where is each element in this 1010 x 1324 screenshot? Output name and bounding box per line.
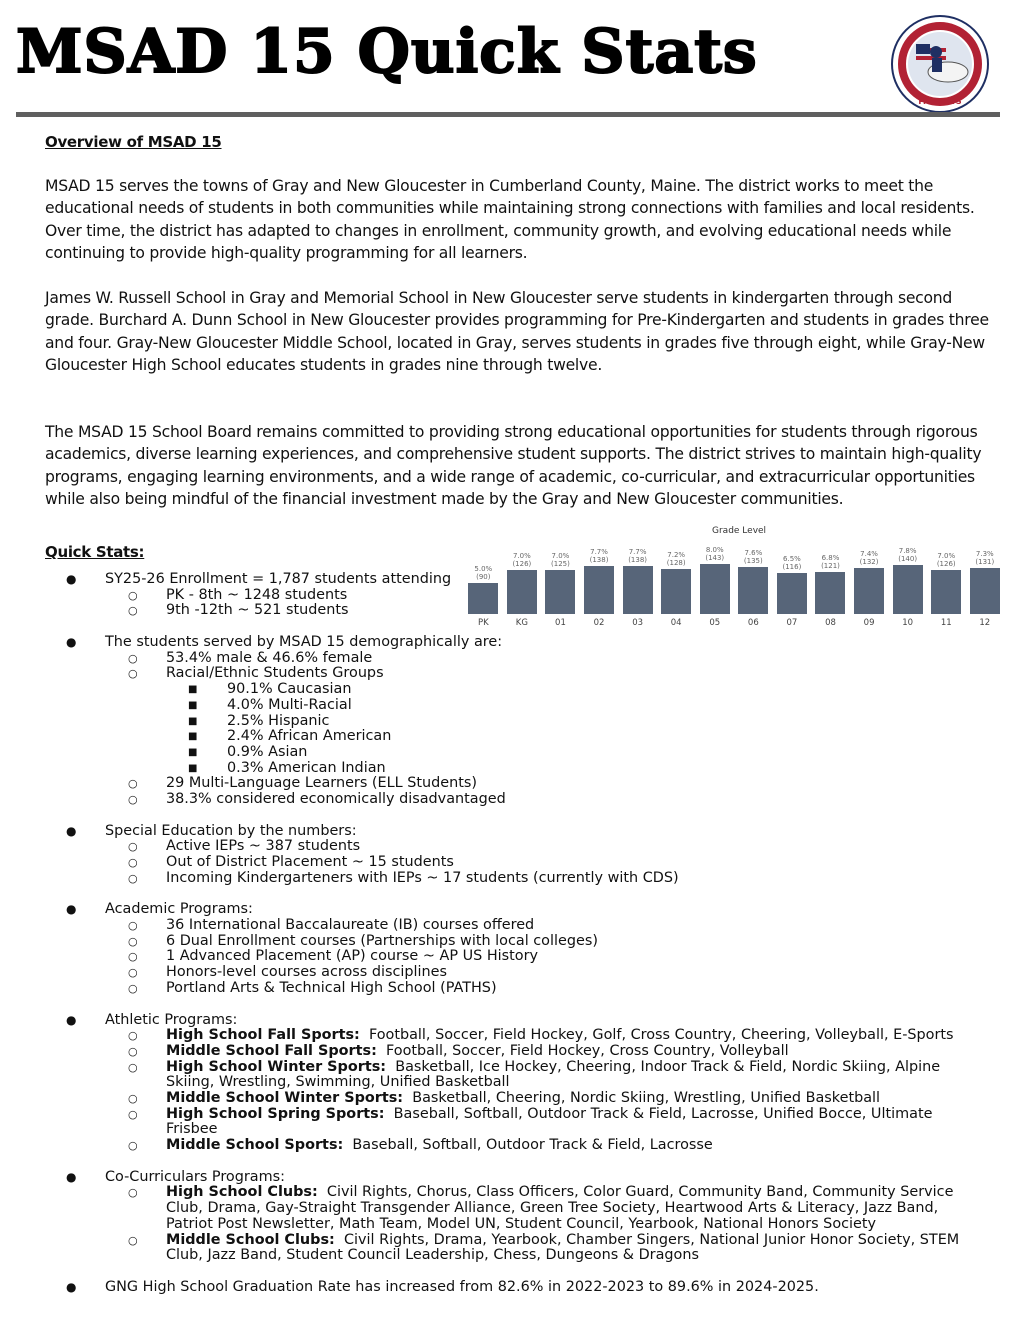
athletic-value: Basketball, Ice Hockey, Cheering, Indoor Track & Field, Nordic Skiing, Alpine Skiing, Wrestling, Swimming, Unified Basketball xyxy=(166,1058,941,1091)
bullet-icon: ● xyxy=(66,823,77,838)
bullet-icon: ● xyxy=(66,902,77,917)
x-axis-label: 10 xyxy=(902,618,914,628)
bar-percent-label: 8.0% xyxy=(705,546,724,554)
academic-item: Portland Arts & Technical High School (PATHS) xyxy=(166,979,497,996)
enrollment-item: PK - 8th ~ 1248 students xyxy=(166,586,348,603)
bar-percent-label: 7.3% xyxy=(975,550,994,558)
cocurricular-text: Co-Curriculars Programs: xyxy=(105,1168,285,1185)
gender-stat: 53.4% male & 46.6% female xyxy=(166,649,373,666)
circle-bullet-icon: ○ xyxy=(128,950,138,964)
bar-count-label: (135) xyxy=(743,557,763,565)
bullet-icon: ● xyxy=(66,1169,77,1184)
bar-count-label: (132) xyxy=(859,558,879,566)
demographics-text: The students served by MSAD 15 demographically are: xyxy=(105,634,503,651)
bar-count-label: (143) xyxy=(705,554,725,562)
x-axis-label: 01 xyxy=(555,618,566,628)
circle-bullet-icon: ○ xyxy=(128,966,138,980)
circle-bullet-icon: ○ xyxy=(128,981,138,995)
athletic-text: Athletic Programs: xyxy=(105,1011,238,1028)
bar-percent-label: 7.0% xyxy=(512,552,531,560)
bar-percent-label: 7.0% xyxy=(937,552,956,560)
circle-bullet-icon: ○ xyxy=(128,604,138,618)
academic-item: 36 International Baccalaureate (IB) courses offered xyxy=(166,917,535,934)
enrollment-text: SY25-26 Enrollment = 1,787 students attending xyxy=(105,571,452,587)
academic-item: Honors-level courses across disciplines xyxy=(166,964,447,981)
graduation-rate-text: GNG High School Graduation Rate has increased from 82.6% in 2022-2023 to 89.6% in 2024-2025. xyxy=(105,1278,819,1295)
circle-bullet-icon: ○ xyxy=(128,1091,138,1105)
square-bullet-icon: ■ xyxy=(188,684,198,696)
x-axis-label: 11 xyxy=(940,618,952,628)
square-bullet-icon: ■ xyxy=(188,762,198,774)
athletic-value: Baseball, Softball, Outdoor Track & Field, Lacrosse xyxy=(352,1137,713,1154)
circle-bullet-icon: ○ xyxy=(128,840,138,854)
x-axis-label: KG xyxy=(515,618,528,628)
header-divider xyxy=(16,112,1000,117)
patriots-logo-icon xyxy=(890,14,990,114)
overview-paragraph-3: The MSAD 15 School Board remains committed to providing strong educational opportunities for students through rigorous academics, diverse learning experiences, and comprehensive student supports. The district strives to maintain high-quality programs, engaging learning environments, and a wide range of academic, co-curricular, and extracurricular opportunities while also being mindful of the financial investment made by the Gray and New Gloucester communities. xyxy=(45,423,982,508)
academic-text: Academic Programs: xyxy=(105,901,253,918)
bar-count-label: (126) xyxy=(512,560,532,568)
bar-count-label: (128) xyxy=(666,559,686,567)
bar-percent-label: 7.8% xyxy=(898,547,917,555)
circle-bullet-icon: ○ xyxy=(128,871,138,885)
circle-bullet-icon: ○ xyxy=(128,1029,138,1043)
x-axis-label: 02 xyxy=(593,618,605,628)
athletic-label: High School Fall Sports: xyxy=(166,1027,360,1044)
ell-stat: 29 Multi-Language Learners (ELL Students) xyxy=(166,775,477,792)
x-axis-label: 07 xyxy=(786,618,798,628)
circle-bullet-icon: ○ xyxy=(128,1186,138,1200)
chart-title: Grade Level xyxy=(712,526,767,536)
bar-percent-label: 7.6% xyxy=(744,549,763,557)
race-item: 2.4% African American xyxy=(227,728,392,745)
bullet-icon: ● xyxy=(66,635,77,650)
academic-item: 6 Dual Enrollment courses (Partnerships with local colleges) xyxy=(166,932,598,949)
x-axis-label: 12 xyxy=(979,618,991,628)
square-bullet-icon: ■ xyxy=(188,715,198,727)
bar-percent-label: 6.8% xyxy=(821,554,840,562)
club-label: Middle School Clubs: xyxy=(166,1231,335,1248)
race-item: 4.0% Multi-Racial xyxy=(227,696,352,713)
race-item: 0.3% American Indian xyxy=(227,759,386,776)
overview-paragraph-1: MSAD 15 serves the towns of Gray and New Gloucester in Cumberland County, Maine. The district works to meet the educational needs of students in both communities while maintaining strong connections with families and local residents. Over time, the district has adapted to changes in enrollment, community growth, and evolving educational needs while continuing to provide high-quality programming for all learners. xyxy=(45,177,975,262)
race-item: 90.1% Caucasian xyxy=(227,681,352,698)
special-ed-item: Out of District Placement ~ 15 students xyxy=(166,854,454,870)
overview-paragraph-2: James W. Russell School in Gray and Memorial School in New Gloucester serve students in kindergarten through second grade. Burchard A. Dunn School in New Gloucester provides programming for Pre-Kindergarten and students in grades three and four. Gray-New Gloucester Middle School, located in Gray, serves students in grades five through eight, while Gray-New Gloucester High School educates students in grades nine through twelve. xyxy=(45,289,989,374)
x-axis-label: 08 xyxy=(825,618,836,628)
bar-percent-label: 7.2% xyxy=(667,551,686,559)
athletic-label: Middle School Sports: xyxy=(166,1137,344,1154)
quick-stats-list xyxy=(0,572,1000,1296)
x-axis-label: 05 xyxy=(709,618,721,628)
academic-item: 1 Advanced Placement (AP) course ~ AP US History xyxy=(166,948,539,965)
bar-count-label: (126) xyxy=(936,560,956,568)
athletic-value: Baseball, Softball, Outdoor Track & Field, Lacrosse, Unified Bocce, Ultimate Frisbee xyxy=(166,1105,933,1138)
bar-percent-label: 7.0% xyxy=(551,552,570,560)
athletic-value: Basketball, Cheering, Nordic Skiing, Wrestling, Unified Basketball xyxy=(412,1089,881,1106)
race-item: 2.5% Hispanic xyxy=(227,712,330,729)
circle-bullet-icon: ○ xyxy=(128,1139,138,1153)
bar-percent-label: 7.4% xyxy=(860,550,878,558)
circle-bullet-icon: ○ xyxy=(128,1233,138,1247)
bar-count-label: (90) xyxy=(476,573,491,581)
club-value: Civil Rights, Drama, Yearbook, Chamber Singers, National Junior Honor Society, STEM Club, Jazz Band, Student Council Leadership, Chess, Dungeons & Dragons xyxy=(166,1231,960,1264)
bar-count-label: (138) xyxy=(628,556,648,564)
circle-bullet-icon: ○ xyxy=(128,1044,138,1058)
bar-percent-label: 7.7% xyxy=(628,548,647,556)
circle-bullet-icon: ○ xyxy=(128,856,138,869)
athletic-value: Football, Soccer, Field Hockey, Cross Country, Volleyball xyxy=(386,1042,789,1059)
x-axis-label: PK xyxy=(477,618,489,628)
page-title: MSAD 15 Quick Stats xyxy=(16,17,758,87)
circle-bullet-icon: ○ xyxy=(128,588,138,602)
athletic-label: High School Winter Sports: xyxy=(166,1058,387,1075)
circle-bullet-icon: ○ xyxy=(128,792,138,806)
bullet-icon: ● xyxy=(66,1012,77,1027)
athletic-label: Middle School Winter Sports: xyxy=(166,1089,404,1106)
circle-bullet-icon: ○ xyxy=(128,667,138,681)
bullet-icon: ● xyxy=(66,572,77,586)
bar-count-label: (125) xyxy=(551,560,570,568)
overview-heading: Overview of MSAD 15 xyxy=(45,133,222,151)
x-axis-label: 09 xyxy=(863,618,875,628)
circle-bullet-icon: ○ xyxy=(128,777,138,791)
bar-count-label: (121) xyxy=(821,562,840,570)
bar-count-label: (116) xyxy=(782,563,802,571)
bar-count-label: (140) xyxy=(898,555,918,563)
athletic-value: Football, Soccer, Field Hockey, Golf, Cross Country, Cheering, Volleyball, E-Sports xyxy=(368,1027,954,1044)
special-ed-item: Incoming Kindergarteners with IEPs ~ 17 students (currently with CDS) xyxy=(166,869,679,886)
bar-count-label: (138) xyxy=(589,556,609,564)
square-bullet-icon: ■ xyxy=(188,699,198,711)
bar-count-label: (131) xyxy=(975,558,995,566)
bar-percent-label: 7.7% xyxy=(590,548,608,556)
square-bullet-icon: ■ xyxy=(188,731,198,743)
race-item: 0.9% Asian xyxy=(227,743,308,760)
athletic-label: Middle School Fall Sports: xyxy=(166,1042,377,1059)
circle-bullet-icon: ○ xyxy=(128,1107,138,1121)
x-axis-label: 06 xyxy=(747,618,759,628)
bar-percent-label: 5.0% xyxy=(474,565,493,573)
econ-stat: 38.3% considered economically disadvantaged xyxy=(166,790,506,807)
circle-bullet-icon: ○ xyxy=(128,919,138,933)
x-axis-label: 04 xyxy=(670,618,682,628)
circle-bullet-icon: ○ xyxy=(128,651,138,665)
square-bullet-icon: ■ xyxy=(188,746,198,758)
quick-stats-heading: Quick Stats: xyxy=(45,543,145,561)
bullet-icon: ● xyxy=(66,1279,77,1294)
club-label: High School Clubs: xyxy=(166,1184,318,1201)
special-ed-item: Active IEPs ~ 387 students xyxy=(166,838,361,855)
athletic-label: High School Spring Sports: xyxy=(166,1105,385,1122)
circle-bullet-icon: ○ xyxy=(128,1060,138,1074)
bar-percent-label: 6.5% xyxy=(783,555,801,563)
logo-text: PATRIOTS xyxy=(918,97,962,106)
x-axis-label: 03 xyxy=(632,618,644,628)
special-ed-text: Special Education by the numbers: xyxy=(105,822,357,839)
enrollment-item: 9th -12th ~ 521 students xyxy=(166,602,349,619)
club-value: Civil Rights, Chorus, Class Officers, Color Guard, Community Band, Community Service Club, Drama, Gay-Straight Transgender Alliance, Green Tree Society, Heartwood Arts & Literacy, Jazz Band, Patriot Post Newsletter, Math Team, Model UN, Student Council, Yearbook, National Honors Society xyxy=(166,1184,954,1232)
race-heading: Racial/Ethnic Students Groups xyxy=(166,665,384,682)
circle-bullet-icon: ○ xyxy=(128,934,138,948)
